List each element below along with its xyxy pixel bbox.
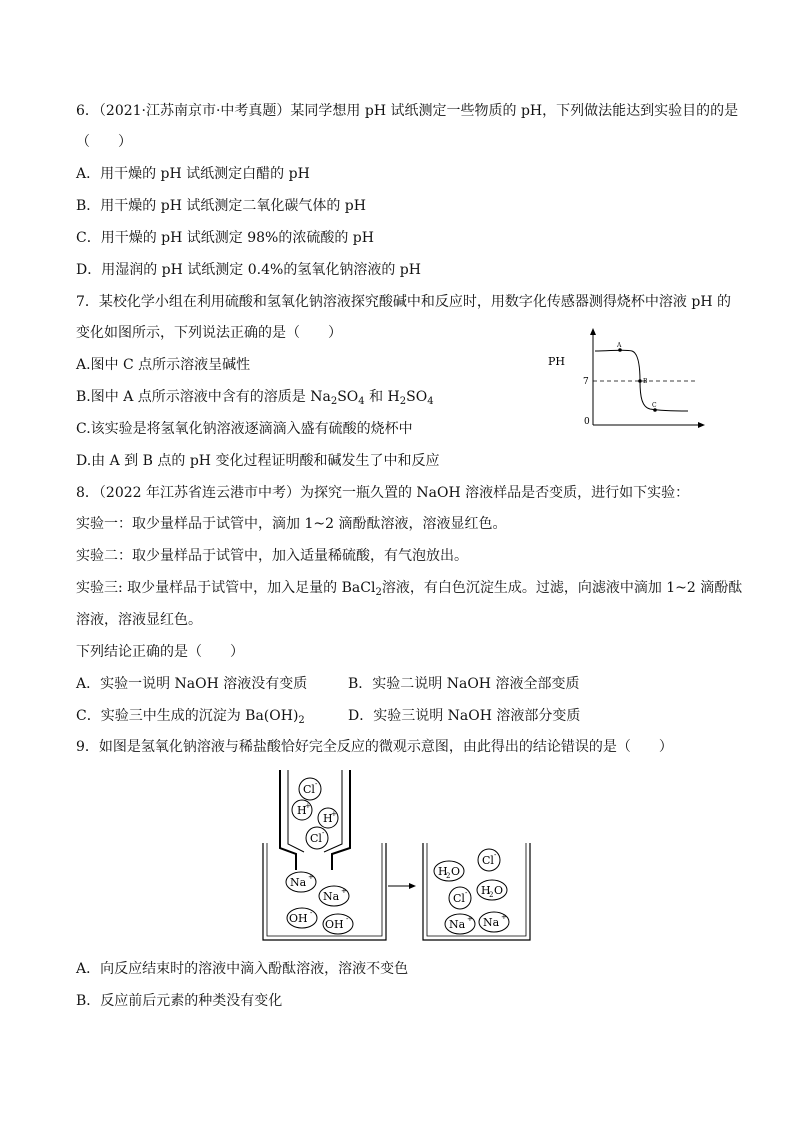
point-b [638, 379, 642, 383]
q7-stem-line1: 7．某校化学小组在利用硫酸和氢氧化钠溶液探究酸碱中和反应时，用数字化传感器测得烧杯中溶液 pH 的 [76, 294, 731, 310]
q8-experiment-2: 实验二：取少量样品于试管中，加入适量稀硫酸，有气泡放出。 [76, 548, 468, 564]
q6-option-a: A．用干燥的 pH 试纸测定白醋的 pH [76, 166, 310, 182]
cl-ion [299, 778, 321, 800]
formula-and-h: 和 H [364, 389, 400, 405]
ion-charge: + [308, 873, 314, 881]
molecule-label: O [451, 865, 461, 878]
right-beaker [423, 843, 530, 940]
formula-na: Na [310, 389, 331, 405]
q6-option-d: D．用湿润的 pH 试纸测定 0.4%的氢氧化钠溶液的 pH [76, 262, 421, 278]
cl-ion [449, 887, 471, 909]
ion-label: Cl [310, 832, 322, 845]
ion-charge: - [315, 780, 318, 788]
cl-ion [478, 849, 500, 871]
formula-so: SO [337, 389, 359, 405]
origin-label: 0 [584, 417, 590, 427]
na-ion [445, 914, 475, 934]
ion-charge: + [341, 887, 347, 895]
x-axis-arrow [698, 422, 705, 428]
ion-label: Na [323, 890, 340, 903]
q9-option-b: B．反应前后元素的种类没有变化 [76, 993, 283, 1009]
tick-7: 7 [583, 377, 589, 387]
ion-charge: - [346, 915, 349, 923]
oh-ion [323, 914, 353, 934]
ion-label: Na [449, 918, 466, 931]
cl-ion [306, 827, 328, 849]
subscript: 2 [298, 715, 305, 726]
molecule-label: O [494, 884, 504, 897]
graph-ylabel: PH [548, 355, 565, 368]
molecule-label: H [438, 865, 448, 878]
q7-option-c: C.该实验是将氢氧化钠溶液逐滴滴入盛有硫酸的烧杯中 [76, 421, 413, 437]
h-ion [292, 800, 312, 820]
ion-charge: + [331, 810, 337, 818]
ion-label: Cl [303, 783, 315, 796]
oh-ion [287, 908, 317, 928]
subscript: 2 [489, 891, 494, 899]
ion-charge: - [494, 851, 497, 859]
water-molecule [434, 861, 464, 881]
ion-charge: + [305, 802, 311, 810]
q6-stem: 6．（2021·江苏南京市·中考真题）某同学想用 pH 试纸测定一些物质的 pH，下列做法能达到实验目的的是 [76, 103, 739, 119]
q8-option-d: D．实验三说明 NaOH 溶液部分变质 [348, 708, 581, 724]
point-b-label: B [643, 378, 648, 385]
q8-experiment-3 [76, 578, 742, 603]
q7-option-d: D.由 A 到 B 点的 pH 变化过程证明酸和碱发生了中和反应 [76, 453, 440, 469]
formula-so: SO [406, 389, 428, 405]
neutralization-diagram [260, 768, 540, 948]
q8-experiment-3-line2: 溶液，溶液显红色。 [76, 612, 202, 628]
q8-question: 下列结论正确的是（ ） [76, 644, 244, 660]
ion-charge: - [465, 889, 468, 897]
subscript: 2 [330, 396, 338, 407]
point-a-label: A [617, 342, 622, 349]
right-beaker-inner [427, 843, 526, 936]
reaction-arrow-head [409, 883, 416, 889]
q8-option-c [76, 706, 305, 731]
q8-option-b: B．实验二说明 NaOH 溶液全部变质 [348, 676, 580, 692]
q7-option-a: A.图中 C 点所示溶液呈碱性 [76, 357, 251, 373]
y-axis-arrow [590, 328, 596, 335]
subscript: 4 [358, 396, 365, 407]
subscript: 4 [427, 396, 434, 407]
na-ion [286, 872, 316, 892]
na-ion [479, 912, 509, 932]
q8-experiment-1: 实验一：取少量样品于试管中，滴加 1~2 滴酚酞溶液，溶液显红色。 [76, 516, 507, 532]
q8-stem: 8．（2022 年江苏省连云港市中考）为探究一瓶久置的 NaOH 溶液样品是否变质，进行如下实验： [76, 485, 690, 501]
ion-label: Cl [453, 892, 465, 905]
q6-option-b: B．用干燥的 pH 试纸测定二氧化碳气体的 pH [76, 198, 366, 214]
h-ion [318, 808, 338, 828]
na-ion [319, 886, 349, 906]
q6-option-c: C．用干燥的 pH 试纸测定 98%的浓硫酸的 pH [76, 230, 374, 246]
point-c-label: C [652, 402, 657, 409]
ion-charge: - [310, 909, 313, 917]
ion-label: Na [483, 916, 500, 929]
ion-charge: - [322, 829, 325, 837]
ion-charge: + [467, 915, 473, 923]
ion-label: Na [290, 876, 307, 889]
ion-label: OH [325, 918, 344, 931]
q7-option-b-text: B.图中 A 点所示溶液中含有的溶质是 [76, 389, 311, 405]
q8-option-a: A．实验一说明 NaOH 溶液没有变质 [76, 676, 308, 692]
ph-curve-graph [540, 325, 710, 435]
ion-charge: + [501, 913, 507, 921]
ion-label: H [297, 804, 307, 817]
subscript: 2 [446, 872, 451, 880]
molecule-label: H [481, 884, 491, 897]
q8-option-c-text: C．实验三中生成的沉淀为 Ba(OH) [76, 708, 299, 724]
q8-experiment-3-text: 实验三: 取少量样品于试管中，加入足量的 BaCl [76, 580, 376, 596]
q6-answer-paren: （ ） [76, 134, 132, 150]
q8-experiment-3-text-cont: 溶液，有白色沉淀生成。过滤，向滤液中滴加 1~2 滴酚酞 [381, 580, 743, 596]
q9-option-a: A．向反应结束时的溶液中滴入酚酞溶液，溶液不变色 [76, 961, 409, 977]
ion-label: Cl [482, 854, 494, 867]
ion-label: H [323, 812, 333, 825]
q7-stem-line2: 变化如图所示，下列说法正确的是（ ） [76, 325, 342, 341]
subscript: 2 [375, 587, 382, 598]
subscript: 2 [399, 396, 407, 407]
q9-stem: 9．如图是氢氧化钠溶液与稀盐酸恰好完全反应的微观示意图，由此得出的结论错误的是（ ） [76, 739, 673, 755]
water-molecule [477, 880, 507, 900]
ion-label: OH [289, 912, 308, 925]
q7-option-b [76, 387, 434, 412]
